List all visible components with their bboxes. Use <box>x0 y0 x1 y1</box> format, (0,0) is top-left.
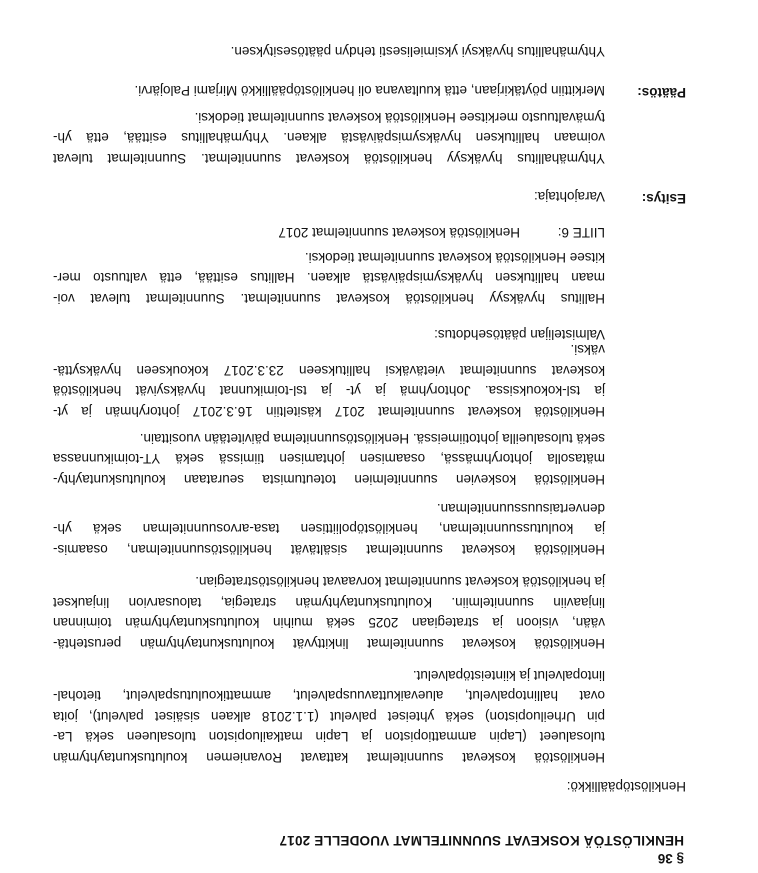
paragraph-strategy-link <box>53 571 605 653</box>
attachment-line <box>278 225 605 240</box>
text-line: Hallitus hyväksyy henkilöstöä koskevat suunnitelmat. Suunnitelmat tulevat voi- <box>53 291 605 306</box>
text-line: Yhtymähallitus hyväksyy henkilöstöä koskevat suunnitelmat. Suunnitelmat tulevat <box>53 151 605 166</box>
text-line: sekä tulosalueilla johtotiimeissä. Henkilöstösuunnitelma päivitetään vuosittain. <box>139 431 605 446</box>
paatos-decision <box>53 80 605 101</box>
text-line: denvertaisuussuunnitelman. <box>436 501 605 516</box>
text-line: tulosalueet (Lapin ammattiopiston ja Lapin matkailuopiston tulosalueen sekä La- <box>53 729 605 745</box>
text-line: linjaaviin suunnitelmiin. Koulutuskuntayhtymän strategia, talousarvion linjaukset <box>53 595 605 610</box>
text-line: vään, visioon ja strategiaan 2025 sekä muihin koulutuskuntayhtymän toiminnan <box>53 615 605 631</box>
author-label: Henkilöstöpäällikkö: <box>566 779 686 794</box>
text-line: Henkilöstöä koskevien suunnitelmien toteutumista seurataan koulutuskuntayhty- <box>53 472 605 487</box>
text-line: Varajohtaja: <box>533 189 605 204</box>
text-line: Merkittiin pöytäkirjaan, että kuultavana oli henkilöstöpäällikkö Mirjami Palojärvi. <box>134 83 605 98</box>
esitys-author <box>53 186 605 207</box>
proposal-text <box>53 247 605 309</box>
text-line: mätasolla johtoryhmässä, osaamisen johtamisen tiimissä sekä YT-toimikunnassa <box>53 451 605 467</box>
paatos-label: Päätös: <box>637 85 686 100</box>
text-line: Henkilöstöä koskevat suunnitelmat sisältävät henkilöstösuunnitelman, osaamis- <box>53 542 605 557</box>
text-line: Valmistelijan päätösehdotus: <box>434 327 605 342</box>
text-line: kitsee Henkilöstöä koskevat suunnitelmat tiedoksi. <box>304 250 605 265</box>
document-title: HENKILÖSTÖÄ KOSKEVAT SUUNNITELMAT VUODELLE 2017 <box>279 833 684 848</box>
text-line: ovat hallintopalvelut, aluevaikuttavuuspalvelut, ammattikoulutuspalvelut, tietohal- <box>53 688 605 704</box>
text-line: ja tsl-kokouksissa. Johtoryhmä ja yt- ja tsl-toimikunnat hyväksyivät henkilöstöä <box>53 383 605 399</box>
text-line: Henkilöstöä koskevat suunnitelmat kattavat Rovaniemen koulutuskuntayhtymän <box>53 750 605 765</box>
paragraph-contents <box>53 498 605 560</box>
text-line: koskevat suunnitelmat vietäväksi hallitukseen 23.3.2017 kokoukseen hyväksyttä- <box>53 363 605 378</box>
esitys-label: Esitys: <box>641 191 686 206</box>
attachment-title: Henkilöstöä koskevat suunnitelmat 2017 <box>278 225 520 240</box>
text-line: maan hallituksen hyväksymispäivästä alkaen. Hallitus esittää, että valtuusto mer- <box>53 270 605 286</box>
proposal-heading <box>53 324 605 345</box>
paragraph-scope <box>53 665 605 768</box>
text-line: tymävaltuusto merkitsee Henkilöstöä koskevat suunnitelmat tiedoksi. <box>194 110 605 125</box>
text-line: pin Urheiluopiston) sekä yhteiset palvelut (1.1.2018 alkaen sisäiset palvelut), joita <box>53 709 605 724</box>
text-line: voimaan hallituksen hyväksymispäivästä alkaen. Yhtymähallitus esittää, että yh- <box>53 130 605 146</box>
text-line: väksi. <box>570 342 605 358</box>
text-line: Henkilöstöä koskevat suunnitelmat 2017 käsiteltiin 16.3.2017 johtoryhmän ja yt- <box>53 404 605 419</box>
text-line: ja henkilöstöä koskevat suunnitelmat korvaavat henkilöstöstrategian. <box>195 574 605 590</box>
text-line: Henkilöstöä koskevat suunnitelmat linkittyvät koulutuskuntayhtymän perustehtä- <box>53 636 605 651</box>
section-number: § 36 <box>657 851 684 866</box>
esitys-text <box>53 107 605 169</box>
paragraph-processing <box>53 339 605 421</box>
paragraph-monitoring <box>53 428 605 490</box>
paatos-approval <box>53 41 605 62</box>
attachment-code: LIITE 6: <box>557 225 605 240</box>
text-line: lintopalvelut ja kiinteistöpalvelut. <box>412 668 605 683</box>
text-line: ja koulutussuunnitelman, henkilöstöpoliittisen tasa-arvosuunnitelman sekä yh- <box>53 521 605 537</box>
text-line: Yhtymähallitus hyväksyi yksimielisesti tehdyn päätösesityksen. <box>230 44 605 59</box>
